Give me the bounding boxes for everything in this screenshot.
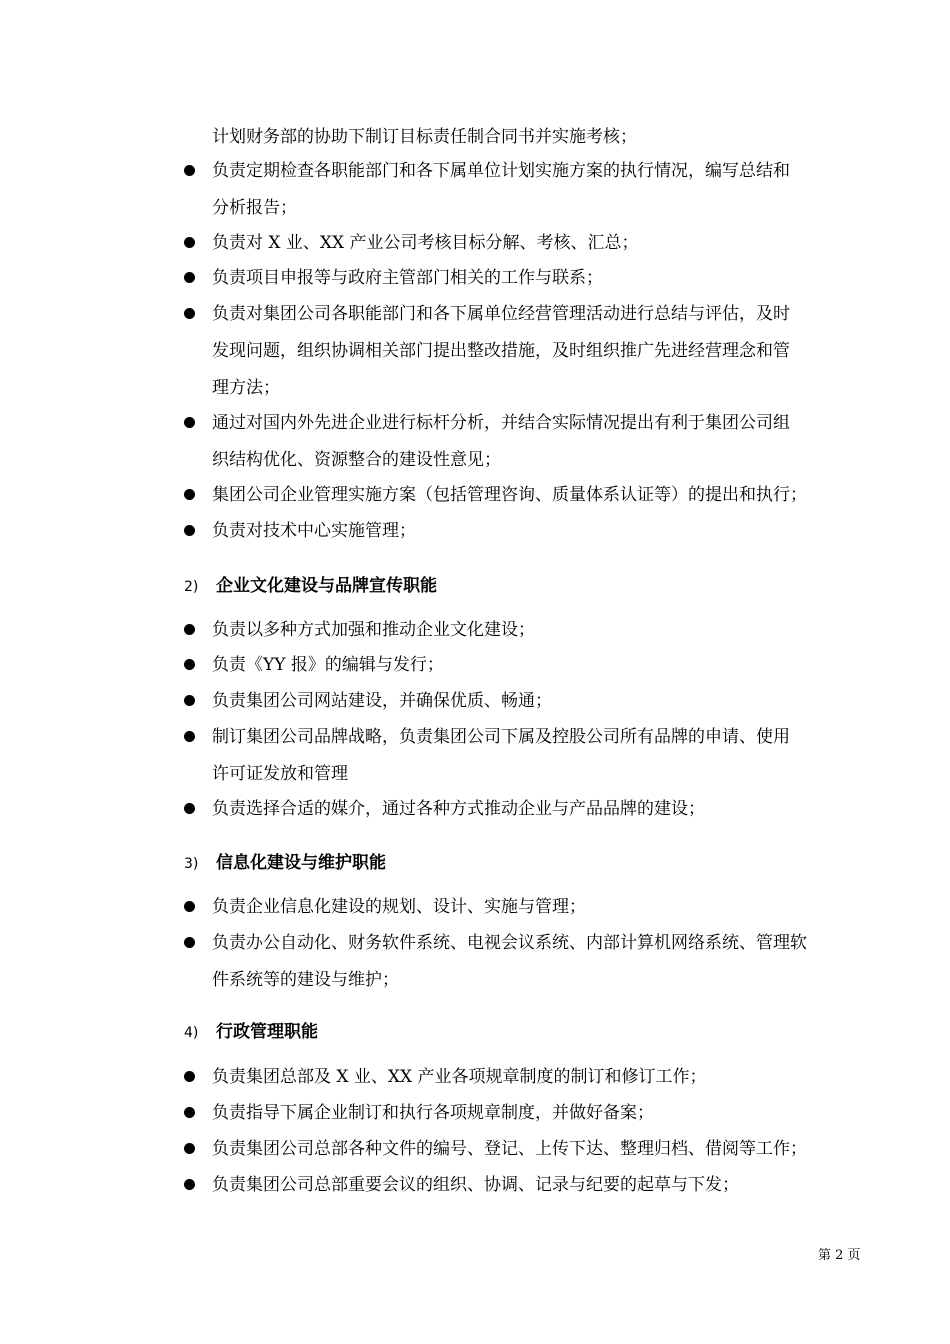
list-item-line: 负责集团公司总部重要会议的组织、协调、记录与纪要的起草与下发； [212, 1175, 739, 1195]
list-item-line: 通过对国内外先进企业进行标杆分析，并结合实际情况提出有利于集团公司组 [212, 413, 790, 433]
bullet-icon [184, 237, 195, 248]
bullet-icon [184, 695, 195, 706]
bullet-icon [184, 417, 195, 428]
bullet-icon [184, 1179, 195, 1190]
bullet-icon [184, 525, 195, 536]
section-heading [184, 853, 386, 874]
bullet-icon [184, 901, 195, 912]
list-item-line: 件系统等的建设与维护； [212, 970, 399, 990]
paragraph-line: 计划财务部的协助下制订目标责任制合同书并实施考核； [212, 127, 637, 147]
list-item-line: 理方法； [212, 378, 280, 398]
list-item-line: 负责选择合适的媒介，通过各种方式推动企业与产品品牌的建设； [212, 799, 705, 819]
section-heading [184, 576, 437, 597]
list-item-line: 负责定期检查各职能部门和各下属单位计划实施方案的执行情况，编写总结和 [212, 161, 790, 181]
list-item-line: 负责办公自动化、财务软件系统、电视会议系统、内部计算机网络系统、管理软 [212, 933, 807, 953]
list-item-line: 负责企业信息化建设的规划、设计、实施与管理； [212, 897, 586, 917]
list-item-line: 负责对技术中心实施管理； [212, 521, 416, 541]
section-title: 行政管理职能 [216, 1022, 318, 1042]
bullet-icon [184, 308, 195, 319]
list-item-line: 负责对 X 业、XX 产业公司考核目标分解、考核、汇总； [212, 233, 639, 253]
list-item-line: 负责集团公司网站建设，并确保优质、畅通； [212, 691, 552, 711]
list-item-line: 织结构优化、资源整合的建设性意见； [212, 450, 501, 470]
list-item-line: 发现问题，组织协调相关部门提出整改措施，及时组织推广先进经营理念和管 [212, 341, 790, 361]
bullet-icon [184, 731, 195, 742]
section-number: 4) [184, 1025, 199, 1041]
bullet-icon [184, 1143, 195, 1154]
list-item-line: 许可证发放和管理 [212, 764, 348, 784]
bullet-icon [184, 272, 195, 283]
section-number: 3) [184, 856, 199, 872]
list-item-line: 制订集团公司品牌战略，负责集团公司下属及控股公司所有品牌的申请、使用 [212, 727, 790, 747]
list-item-line: 负责集团公司总部各种文件的编号、登记、上传下达、整理归档、借阅等工作； [212, 1139, 807, 1159]
bullet-icon [184, 803, 195, 814]
list-item-line: 负责集团总部及 X 业、XX 产业各项规章制度的制订和修订工作； [212, 1067, 707, 1087]
section-number: 2) [184, 579, 199, 595]
bullet-icon [184, 489, 195, 500]
bullet-icon [184, 937, 195, 948]
bullet-icon [184, 1107, 195, 1118]
section-heading [184, 1022, 318, 1043]
list-item-line: 负责项目申报等与政府主管部门相关的工作与联系； [212, 268, 603, 288]
bullet-icon [184, 1071, 195, 1082]
bullet-icon [184, 659, 195, 670]
list-item-line: 分析报告； [212, 198, 297, 218]
list-item-line: 负责以多种方式加强和推动企业文化建设； [212, 620, 535, 640]
list-item-line: 集团公司企业管理实施方案（包括管理咨询、质量体系认证等）的提出和执行； [212, 485, 807, 505]
section-title: 企业文化建设与品牌宣传职能 [216, 576, 437, 596]
section-title: 信息化建设与维护职能 [216, 853, 386, 873]
list-item-line: 负责《YY 报》的编辑与发行； [212, 655, 444, 675]
list-item-line: 负责对集团公司各职能部门和各下属单位经营管理活动进行总结与评估，及时 [212, 304, 790, 324]
bullet-icon [184, 165, 195, 176]
page-number: 第 2 页 [818, 1248, 861, 1263]
list-item-line: 负责指导下属企业制订和执行各项规章制度，并做好备案； [212, 1103, 654, 1123]
bullet-icon [184, 624, 195, 635]
